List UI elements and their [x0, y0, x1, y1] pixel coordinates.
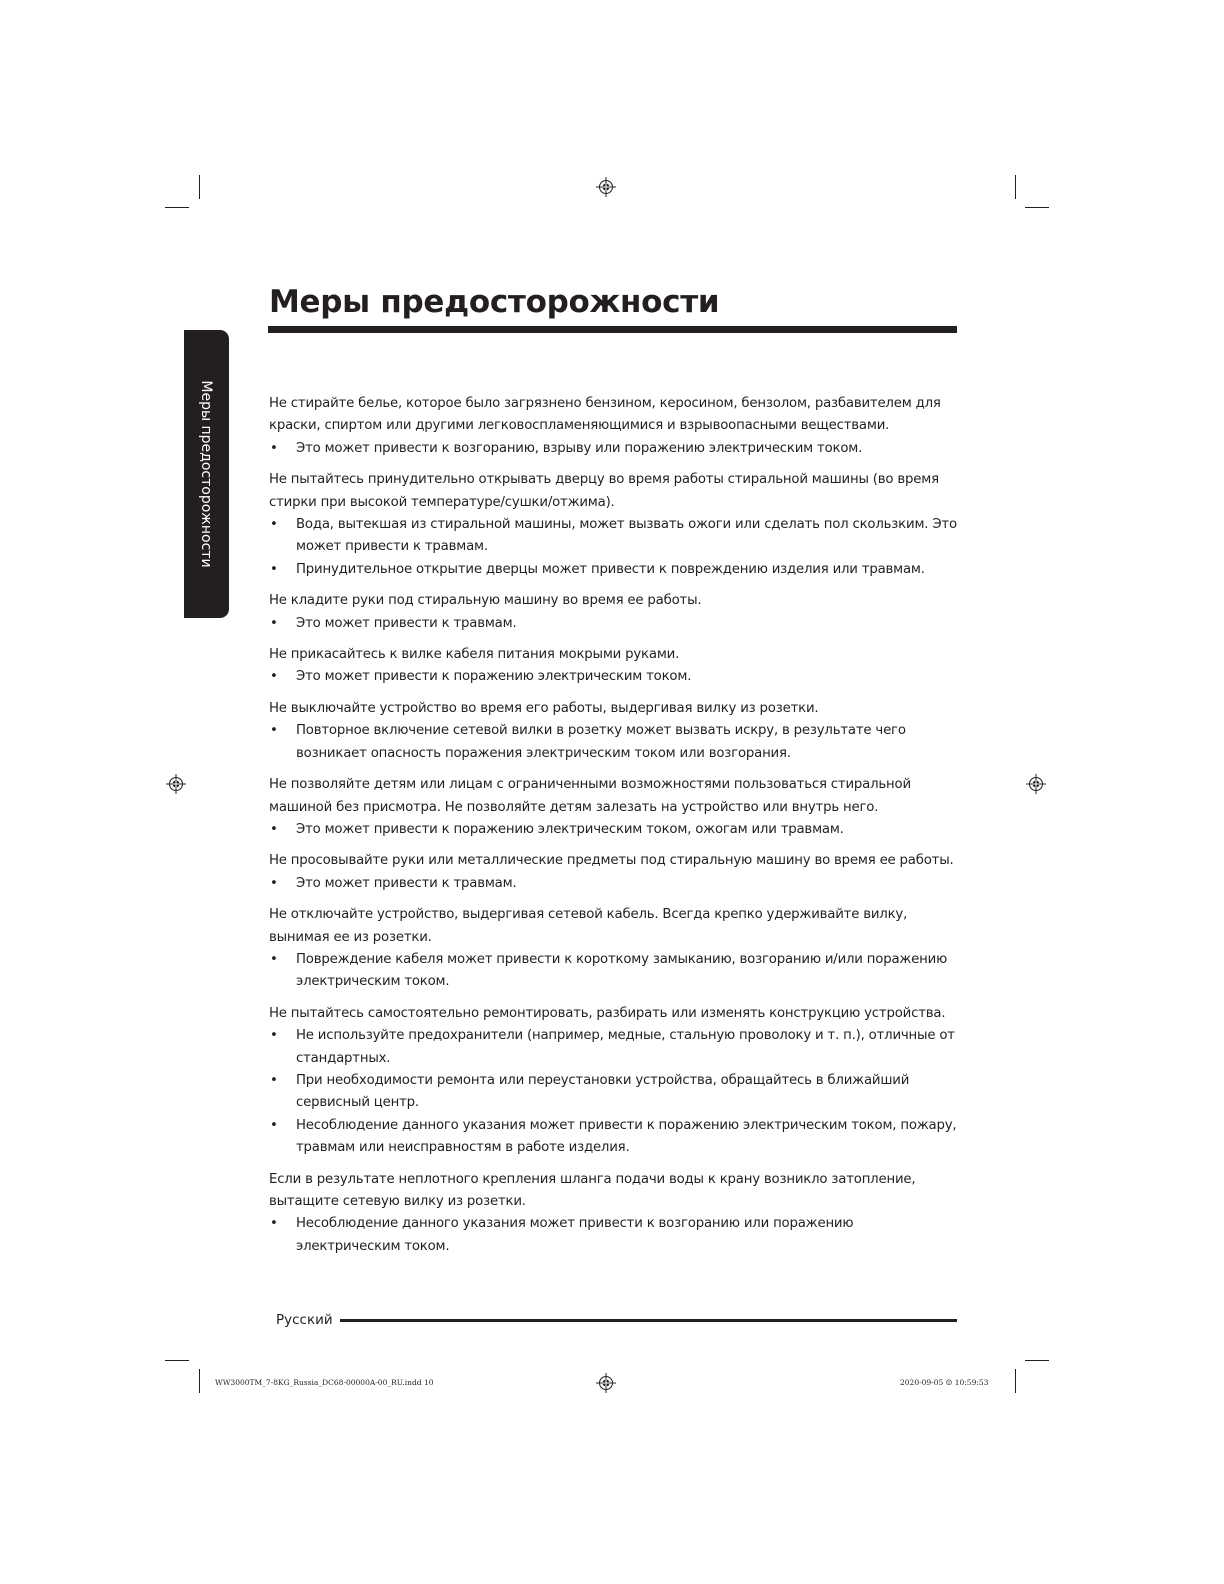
instruction-block [269, 644, 959, 689]
consequence-item: • Это может привести к возгоранию, взрыву или поражению электрическим током. [269, 438, 959, 460]
registration-mark-icon [596, 1373, 616, 1393]
instruction-block [269, 590, 959, 635]
title-rule [268, 326, 957, 333]
instruction-block [269, 774, 959, 841]
safety-instructions [269, 393, 959, 1267]
instruction-text: Не пытайтесь принудительно открывать дверцу во время работы стиральной машины (во время стирки при высокой температуре/сушки/отжима). [269, 472, 939, 510]
consequence-item: • Несоблюдение данного указания может привести к возгоранию или поражению электрическим током. [269, 1213, 959, 1258]
registration-mark-icon [1026, 774, 1046, 794]
instruction-text: Не прикасайтесь к вилке кабеля питания мокрыми руками. [269, 647, 680, 663]
page-title: Меры предосторожности [269, 284, 720, 320]
consequence-list [269, 666, 959, 688]
footer-rule [340, 1319, 957, 1322]
consequence-list [269, 819, 959, 841]
consequence-list [269, 949, 959, 994]
instruction-text: Не позволяйте детям или лицам с ограниченными возможностями пользоваться стиральной машиной без присмотра. Не позволяйте детям залезать на устройство или внутрь него. [269, 777, 911, 815]
consequence-list [269, 438, 959, 460]
consequence-list [269, 613, 959, 635]
instruction-text: Не кладите руки под стиральную машину во время ее работы. [269, 593, 702, 609]
instruction-text: Не отключайте устройство, выдергивая сетевой кабель. Всегда крепко удерживайте вилку, вынимая ее из розетки. [269, 907, 908, 945]
instruction-block [269, 393, 959, 460]
chapter-side-tab-label: Меры предосторожности [198, 380, 214, 568]
crop-mark [199, 175, 200, 199]
consequence-item: • Вода, вытекшая из стиральной машины, может вызвать ожоги или сделать пол скользким. Это может привести к травмам. [269, 514, 959, 559]
consequence-item: • Это может привести к травмам. [269, 873, 959, 895]
crop-mark [165, 207, 189, 208]
crop-mark [1015, 175, 1016, 199]
crop-mark [165, 1360, 189, 1361]
registration-mark-icon [596, 177, 616, 197]
consequence-item: • Это может привести к поражению электрическим током. [269, 666, 959, 688]
instruction-block [269, 1169, 959, 1259]
instruction-text: Не просовывайте руки или металлические предметы под стиральную машину во время ее работы. [269, 853, 954, 869]
footer-language: Русский [276, 1312, 333, 1328]
crop-mark [199, 1369, 200, 1393]
instruction-text: Не стирайте белье, которое было загрязнено бензином, керосином, бензолом, разбавителем для краски, спиртом или другими легковоспламеняющимися и взрывоопасными веществами. [269, 396, 941, 434]
consequence-item: • Несоблюдение данного указания может привести к поражению электрическим током, пожару, травмам или неисправностям в работе изделия. [269, 1115, 959, 1160]
crop-mark [1025, 1360, 1049, 1361]
instruction-text: Если в результате неплотного крепления шланга подачи воды к крану возникло затопление, вытащите сетевую вилку из розетки. [269, 1171, 916, 1209]
registration-mark-icon [166, 774, 186, 794]
instruction-block [269, 850, 959, 895]
crop-mark [1015, 1369, 1016, 1393]
consequence-item: • Это может привести к травмам. [269, 613, 959, 635]
consequence-item: • При необходимости ремонта или переустановки устройства, обращайтесь в ближайший сервисный центр. [269, 1070, 959, 1115]
consequence-item: • Повреждение кабеля может привести к короткому замыканию, возгоранию и/или поражению электрическим током. [269, 949, 959, 994]
instruction-text: Не выключайте устройство во время его работы, выдергивая вилку из розетки. [269, 700, 819, 716]
consequence-item: • Принудительное открытие дверцы может привести к повреждению изделия или травмам. [269, 559, 959, 581]
consequence-list [269, 1025, 959, 1159]
instruction-block [269, 698, 959, 765]
consequence-item: • Повторное включение сетевой вилки в розетку может вызвать искру, в результате чего возникает опасность поражения электрическим током или возгорания. [269, 720, 959, 765]
consequence-list [269, 514, 959, 581]
consequence-item: • Это может привести к поражению электрическим током, ожогам или травмам. [269, 819, 959, 841]
crop-mark [1025, 207, 1049, 208]
instruction-block [269, 904, 959, 994]
instruction-block [269, 1003, 959, 1160]
consequence-list [269, 873, 959, 895]
slug-filename: WW3000TM_7-8KG_Russia_DC68-00000A-00_RU.indd 10 [215, 1378, 434, 1387]
consequence-item: • Не используйте предохранители (например, медные, стальную проволоку и т. п.), отличные от стандартных. [269, 1025, 959, 1070]
instruction-block [269, 469, 959, 581]
consequence-list [269, 1213, 959, 1258]
instruction-text: Не пытайтесь самостоятельно ремонтировать, разбирать или изменять конструкцию устройства. [269, 1005, 946, 1021]
slug-timestamp: 2020-09-05 ☺ 10:59:53 [900, 1378, 989, 1387]
consequence-list [269, 720, 959, 765]
